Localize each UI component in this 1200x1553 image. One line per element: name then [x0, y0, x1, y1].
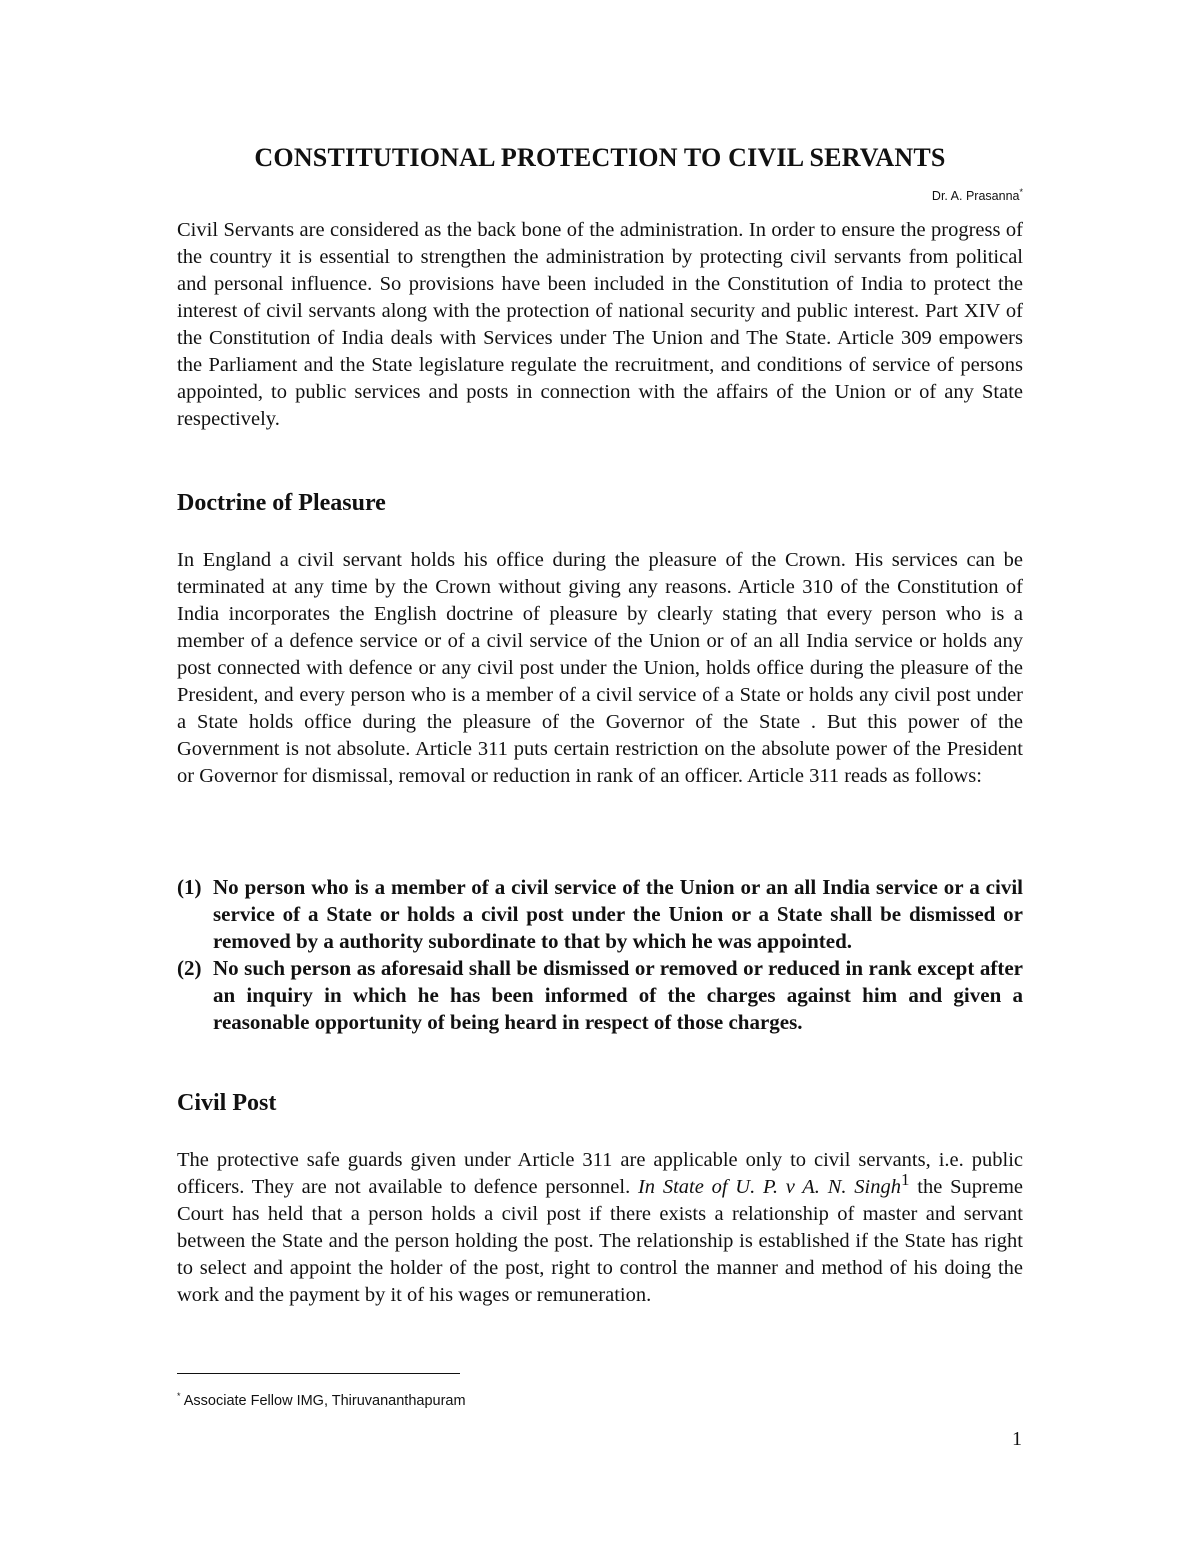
footnote-mark: *	[177, 1391, 181, 1402]
doctrine-paragraph: In England a civil servant holds his office during the pleasure of the Crown. His services can be terminated at any time by the Crown without giving any reasons. Article 310 of the Constitution of India incorporates the English doctrine of pleasure by clearly stating that every person who is a member of a defence service or of a civil service of the Union or of an all India service or holds any post connected with defence or any civil post under the Union, holds office during the pleasure of the President, and every person who is a member of a civil service of a State or holds any civil post under a State holds office during the pleasure of the Governor of the State . But this power of the Government is not absolute. Article 311 puts certain restriction on the absolute power of the President or Governor for dismissal, removal or reduction in rank of an officer. Article 311 reads as follows:	[177, 549, 1023, 787]
clause-number: (1)	[177, 875, 202, 899]
intro-paragraph: Civil Servants are considered as the back bone of the administration. In order to ensure the progress of the country it is essential to strengthen the administration by protecting civil servants from political and personal influence. So provisions have been included in the Constitution of India to protect the interest of civil servants along with the protection of national security and public interest. Part XIV of the Constitution of India deals with Services under The Union and The State. Article 309 empowers the Parliament and the State legislature regulate the recruitment, and conditions of service of persons appointed, to public services and posts in connection with the affairs of the Union or of any State respectively.	[177, 219, 1023, 430]
section-heading-doctrine-of-pleasure: Doctrine of Pleasure	[177, 490, 386, 516]
civil-post-paragraph	[177, 1147, 1023, 1309]
case-footnote-ref: 1	[900, 1170, 910, 1190]
section-heading-civil-post: Civil Post	[177, 1090, 277, 1116]
clause-text: No such person as aforesaid shall be dismissed or removed or reduced in rank except after an inquiry in which he has been informed of the charges against him and given a reasonable opportunity of being heard in respect of those charges.	[213, 956, 1023, 1034]
clause-item	[177, 955, 1023, 1036]
clause-number: (2)	[177, 956, 202, 980]
author-name	[931, 186, 1023, 203]
author-footnote-mark: *	[1019, 186, 1023, 197]
footnote	[177, 1393, 466, 1409]
footnote-divider	[177, 1373, 460, 1374]
document-title: CONSTITUTIONAL PROTECTION TO CIVIL SERVANTS	[254, 143, 946, 172]
article-311-clauses	[177, 874, 1023, 1036]
civil-post-text-2: the Supreme Court has held that a person holds a civil post if there exists a relationship of master and servant between the State and the person holding the post. The relationship is established if the State has right to select and appoint the holder of the post, right to control the manner and method of his doing the work and the payment by it of his wages or remuneration.	[177, 1176, 1023, 1306]
author-name-text: Dr. A. Prasanna	[931, 189, 1020, 203]
clause-text: No person who is a member of a civil service of the Union or an all India service or a civil service of a State or holds a civil post under the Union or a State shall be dismissed or removed by a authority subordinate to that by which he was appointed.	[213, 875, 1023, 953]
clause-item	[177, 874, 1023, 955]
case-citation: In State of U. P. v A. N. Singh	[637, 1176, 901, 1198]
page-number: 1	[1012, 1428, 1022, 1450]
footnote-text: Associate Fellow IMG, Thiruvananthapuram	[180, 1393, 466, 1409]
civil-post-text-1: The protective safe guards given under Article 311 are applicable only to civil servants, i.e. public officers. They are not available to defence personnel.	[177, 1149, 1023, 1198]
